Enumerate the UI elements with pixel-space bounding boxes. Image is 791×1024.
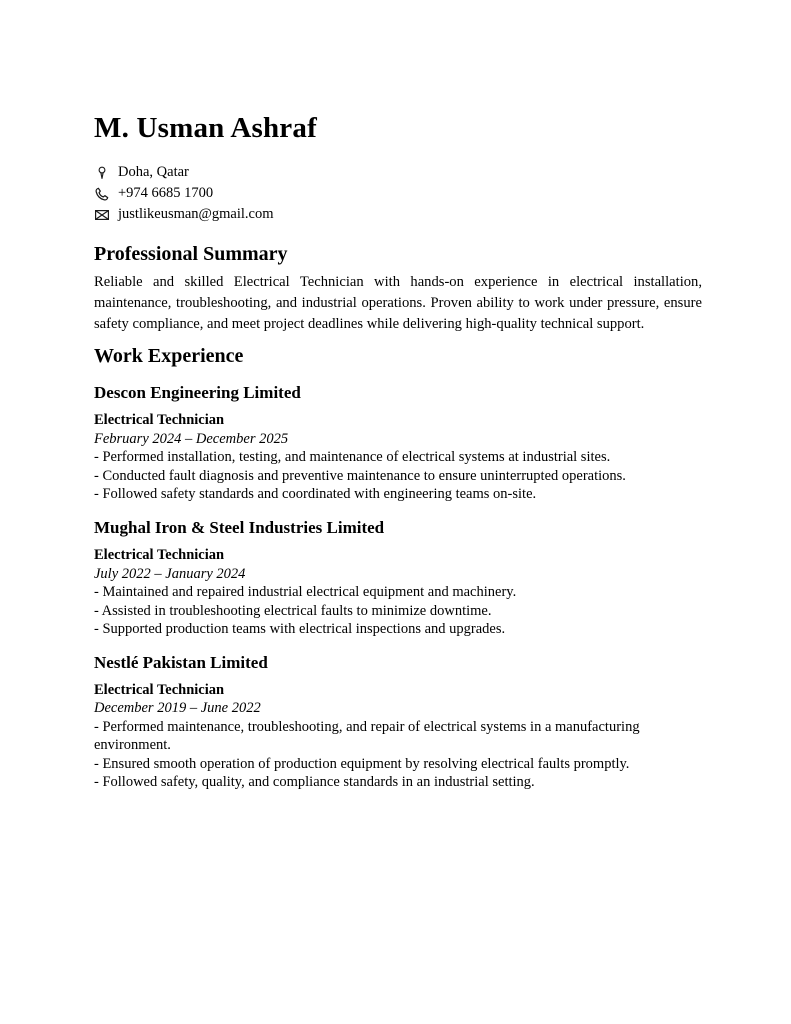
- resume-name: M. Usman Ashraf: [94, 112, 317, 144]
- job-bullet: - Assisted in troubleshooting electrical faults to minimize downtime.: [94, 602, 492, 619]
- company-name: Mughal Iron & Steel Industries Limited: [94, 517, 385, 537]
- job-entry: [94, 546, 702, 639]
- summary-heading: Professional Summary: [94, 243, 288, 266]
- contact-list: [94, 162, 702, 225]
- contact-phone-text: +974 6685 1700: [118, 185, 214, 202]
- location-pin-icon: [94, 165, 110, 181]
- job-title: Electrical Technician: [94, 681, 225, 698]
- job-bullet: - Maintained and repaired industrial electrical equipment and machinery.: [94, 584, 517, 601]
- job-title: Electrical Technician: [94, 547, 225, 564]
- job-entry: [94, 681, 702, 792]
- job-bullet: - Performed installation, testing, and maintenance of electrical systems at industrial sites.: [94, 449, 611, 466]
- job-bullet: - Followed safety, quality, and compliance standards in an industrial setting.: [94, 774, 535, 791]
- contact-location-text: Doha, Qatar: [118, 164, 189, 181]
- resume-content: [94, 0, 702, 792]
- company-name: Nestlé Pakistan Limited: [94, 652, 268, 672]
- job-dates: July 2022 – January 2024: [94, 565, 246, 582]
- company-name: Descon Engineering Limited: [94, 383, 301, 403]
- job-bullet: - Ensured smooth operation of production equipment by resolving electrical faults promptly.: [94, 755, 630, 772]
- job-bullet: - Supported production teams with electrical inspections and upgrades.: [94, 621, 506, 638]
- job-dates: February 2024 – December 2025: [94, 430, 289, 447]
- phone-icon: [94, 186, 110, 202]
- envelope-icon: [94, 207, 110, 223]
- job-entry: [94, 411, 702, 504]
- work-experience-heading: Work Experience: [94, 345, 244, 368]
- contact-phone: [94, 183, 702, 204]
- job-dates: December 2019 – June 2022: [94, 700, 261, 717]
- contact-email-text: justlikeusman@gmail.com: [118, 206, 274, 223]
- job-bullet: - Followed safety standards and coordinated with engineering teams on-site.: [94, 486, 537, 503]
- contact-location: [94, 162, 702, 183]
- job-bullet: - Conducted fault diagnosis and preventive maintenance to ensure uninterrupted operations.: [94, 467, 626, 484]
- summary-paragraph: Reliable and skilled Electrical Technician with hands-on experience in electrical installation, maintenance, troubleshooting, and industrial operations. Proven ability to work under pressure, ensure safety compliance, and meet project deadlines while delivering high-quality technical support.: [94, 274, 702, 333]
- contact-email: [94, 204, 702, 225]
- job-title: Electrical Technician: [94, 412, 225, 429]
- job-bullet: - Performed maintenance, troubleshooting, and repair of electrical systems in a manufacturing environment.: [94, 718, 640, 754]
